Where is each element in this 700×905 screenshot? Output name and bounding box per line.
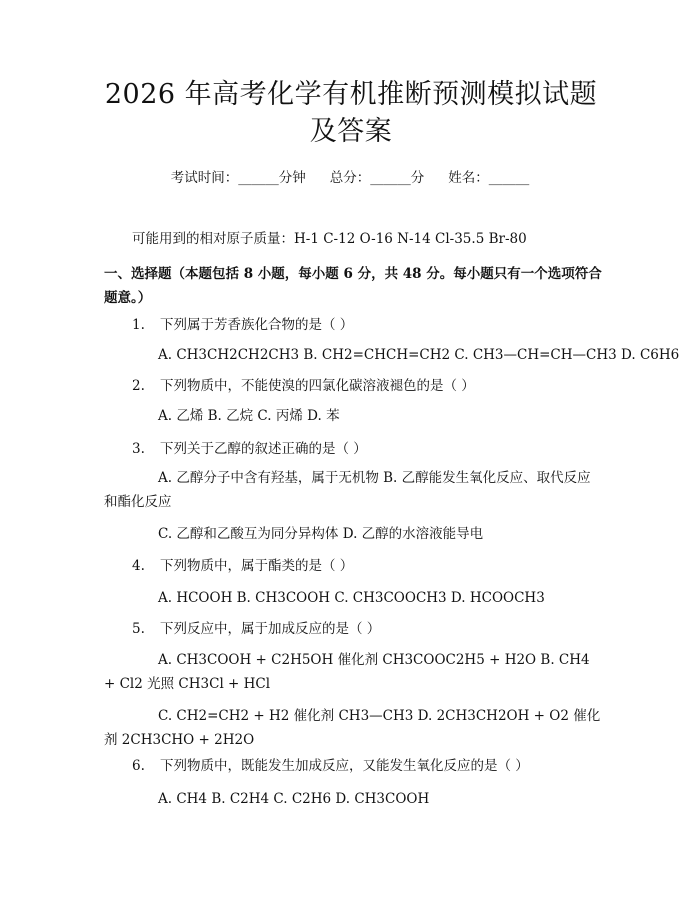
- question-stem: [132, 619, 380, 639]
- question-text: 下列物质中，不能使溴的四氯化碳溶液褪色的是（ ）: [160, 378, 475, 394]
- question-options: A. CH3COOH + C2H5OH 催化剂 CH3COOC2H5 + H2O B. CH4 + Cl2 光照 CH3Cl + HCl: [104, 652, 590, 692]
- question-stem: [132, 376, 475, 396]
- question-options: C. 乙醇和乙酸互为同分异构体 D. 乙醇的水溶液能导电: [158, 526, 484, 542]
- question-options: C. CH2=CH2 + H2 催化剂 CH3—CH3 D. 2CH3CH2OH + O2 催化剂 2CH3CHO + 2H2O: [104, 708, 601, 748]
- question-stem: [132, 315, 353, 335]
- question-number: 2.: [132, 378, 145, 394]
- atomic-masses: 可能用到的相对原子质量：H-1 C-12 O-16 N-14 Cl-35.5 Br-80: [132, 231, 527, 247]
- question-stem: [132, 439, 367, 459]
- question-number: 4.: [132, 558, 145, 574]
- question-options: A. CH4 B. C2H4 C. C2H6 D. CH3COOH: [158, 791, 430, 807]
- question-text: 下列关于乙醇的叙述正确的是（ ）: [160, 441, 367, 457]
- document-title: 2026 年高考化学有机推断预测模拟试题及答案: [104, 79, 598, 147]
- question-options: A. 乙烯 B. 乙烷 C. 丙烯 D. 苯: [158, 408, 340, 424]
- question-text: 下列属于芳香族化合物的是（ ）: [160, 317, 354, 333]
- question-number: 1.: [132, 317, 145, 333]
- exam-meta: [0, 168, 700, 188]
- question-stem: [132, 756, 529, 776]
- question-stem: [132, 556, 353, 576]
- question-number: 3.: [132, 441, 145, 457]
- question-text: 下列物质中，属于酯类的是（ ）: [160, 558, 354, 574]
- question-number: 6.: [132, 758, 145, 774]
- question-options: A. 乙醇分子中含有羟基，属于无机物 B. 乙醇能发生氧化反应、取代反应和酯化反应: [104, 470, 591, 510]
- question-options: A. CH3CH2CH2CH3 B. CH2=CHCH=CH2 C. CH3—CH=CH—CH3 D. C6H6: [158, 347, 680, 363]
- total-score: 总分：______分: [329, 170, 425, 186]
- question-text: 下列反应中，属于加成反应的是（ ）: [160, 621, 381, 637]
- exam-time: 考试时间：______分钟: [170, 170, 306, 186]
- student-name: 姓名：______: [448, 170, 530, 186]
- question-options: A. HCOOH B. CH3COOH C. CH3COOCH3 D. HCOOCH3: [158, 590, 545, 606]
- question-text: 下列物质中，既能发生加成反应，又能发生氧化反应的是（ ）: [160, 758, 529, 774]
- section-heading: 一、选择题（本题包括 8 小题，每小题 6 分，共 48 分。每小题只有一个选项符合题意。）: [104, 266, 602, 306]
- question-number: 5.: [132, 621, 145, 637]
